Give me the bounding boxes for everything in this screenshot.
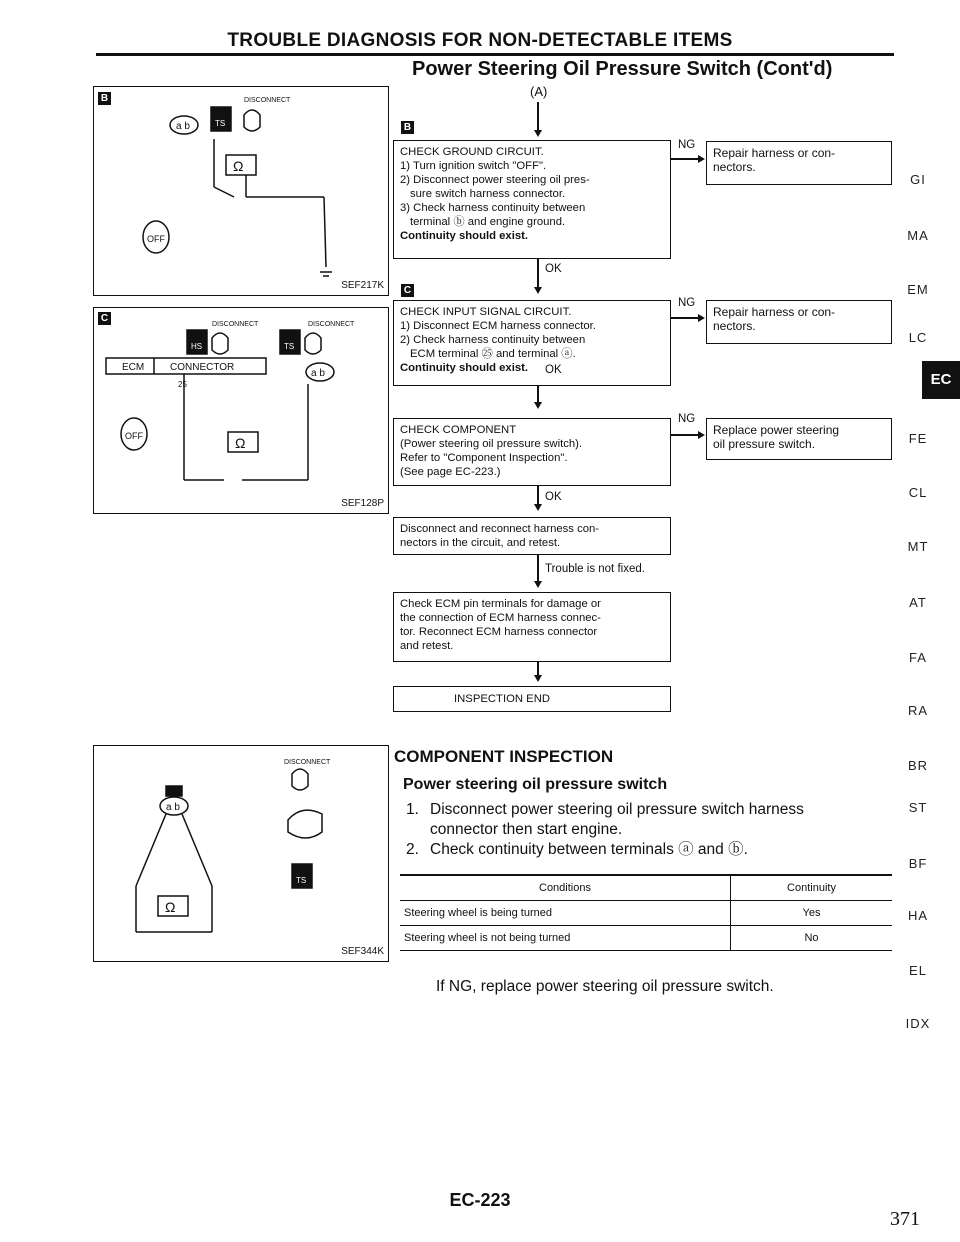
figure-k-ohm: Ω xyxy=(165,899,176,915)
figure-c-disconnect-2: DISCONNECT xyxy=(308,321,355,328)
figure-c-ts: TS xyxy=(284,342,295,351)
sidebar-item-st[interactable]: ST xyxy=(908,800,928,815)
title-rule xyxy=(96,53,894,56)
figure-c-ecm: ECM xyxy=(122,362,145,373)
flow-ng-box-1: Repair harness or con- nectors. xyxy=(706,141,892,185)
flow-ok-label-2: OK xyxy=(545,364,562,376)
component-step-2: 2. Check continuity between terminals ⓐ and ⓑ. xyxy=(406,841,748,858)
sidebar-item-ma[interactable]: MA xyxy=(907,228,929,243)
figure-c-disconnect-1: DISCONNECT xyxy=(212,321,259,328)
flow-arrow xyxy=(534,402,542,409)
table-header: Conditions xyxy=(400,875,731,901)
sidebar-item-fa[interactable]: FA xyxy=(909,650,927,665)
sidebar-item-gi[interactable]: GI xyxy=(910,172,926,187)
table-cell: No xyxy=(804,932,819,944)
component-note: If NG, replace power steering oil pressure switch. xyxy=(436,978,774,995)
sidebar-item-cl[interactable]: CL xyxy=(908,485,928,500)
flow-ng-label-2: NG xyxy=(678,297,696,309)
flow-connector xyxy=(537,555,539,581)
sidebar-item-em[interactable]: EM xyxy=(907,282,929,297)
sidebar-item-at[interactable]: AT xyxy=(909,595,927,610)
figure-c-pin: 25 xyxy=(178,380,187,389)
flow-ng-line-2 xyxy=(671,317,699,319)
sidebar-item-br[interactable]: BR xyxy=(907,758,929,773)
flow-ng-arrow-3 xyxy=(698,431,705,439)
flow-marker-b: B xyxy=(401,121,414,134)
page-code: EC-223 xyxy=(449,1190,511,1210)
sidebar-item-ha[interactable]: HA xyxy=(907,908,929,923)
figure-c-code: SEF128P xyxy=(341,498,384,509)
figure-c-marker: C xyxy=(98,312,111,325)
sidebar-item-idx[interactable]: IDX xyxy=(905,1016,931,1031)
flow-ng-arrow-2 xyxy=(698,314,705,322)
flow-ng-label-1: NG xyxy=(678,139,696,151)
flow-ok-label-1: OK xyxy=(545,263,562,275)
flow-arrow xyxy=(534,130,542,137)
page-subtitle: Power Steering Oil Pressure Switch (Cont'd) xyxy=(412,58,833,80)
flow-ng-box-3: Replace power steering oil pressure switch. xyxy=(706,418,892,460)
component-heading: COMPONENT INSPECTION xyxy=(394,747,614,766)
flow-marker-c: C xyxy=(401,284,414,297)
flow-box-ground-circuit: CHECK GROUND CIRCUIT. 1) Turn ignition switch "OFF". 2) Disconnect power steering oil pres- sure switch harness connector. 3) Check harness continuity between terminal ⓑ and engine ground. Continuity should exist. xyxy=(393,140,671,259)
flow-box-reconnect: Disconnect and reconnect harness con- nectors in the circuit, and retest. xyxy=(393,517,671,555)
flow-ng-line-1 xyxy=(671,158,699,160)
figure-b-off: OFF xyxy=(147,234,165,244)
conditions-table xyxy=(400,874,892,951)
flow-connector xyxy=(537,259,539,287)
figure-b-ohm: Ω xyxy=(233,158,244,174)
sidebar-item-mt[interactable]: MT xyxy=(907,539,929,554)
figure-b-disconnect: DISCONNECT xyxy=(244,97,291,104)
figure-b-diagram xyxy=(94,87,388,295)
flow-ok-label-3: OK xyxy=(545,491,562,503)
flow-arrow xyxy=(534,581,542,588)
sidebar-item-el[interactable]: EL xyxy=(909,963,927,978)
figure-k-ab: a b xyxy=(166,802,180,813)
figure-c-off: OFF xyxy=(125,431,143,441)
figure-b-marker: B xyxy=(98,92,111,105)
flow-box-check-ecm: Check ECM pin terminals for damage or the connection of ECM harness connec- tor. Reconnect ECM harness connector and retest. xyxy=(393,592,671,662)
component-subheading: Power steering oil pressure switch xyxy=(403,776,668,793)
flow-box-end: INSPECTION END xyxy=(393,686,671,712)
figure-c xyxy=(93,307,389,514)
figure-c-diagram xyxy=(94,308,388,513)
flow-ng-arrow-1 xyxy=(698,155,705,163)
flow-box-component: CHECK COMPONENT (Power steering oil pressure switch). Refer to "Component Inspection". (See page EC-223.) xyxy=(393,418,671,486)
flow-connector xyxy=(537,486,539,506)
table-cell: Steering wheel is being turned xyxy=(400,901,731,926)
flow-ng-label-3: NG xyxy=(678,413,696,425)
table-cell: Yes xyxy=(802,907,821,919)
table-header: Continuity xyxy=(787,882,836,894)
sidebar-item-bf[interactable]: BF xyxy=(908,856,928,871)
flow-ng-line-3 xyxy=(671,434,699,436)
figure-k-disconnect: DISCONNECT xyxy=(284,759,331,766)
page-number: 371 xyxy=(890,1208,920,1230)
flow-ng-box-2: Repair harness or con- nectors. xyxy=(706,300,892,344)
figure-c-hs: HS xyxy=(191,342,203,351)
flow-box-input-signal: CHECK INPUT SIGNAL CIRCUIT. 1) Disconnect ECM harness connector. 2) Check harness continuity between ECM terminal ㉕ and terminal ⓐ. Continuity should exist. xyxy=(393,300,671,386)
figure-b-ab: a b xyxy=(176,121,190,132)
sidebar-item-lc[interactable]: LC xyxy=(908,330,928,345)
flow-arrow xyxy=(534,504,542,511)
sidebar-item-fe[interactable]: FE xyxy=(908,431,928,446)
flow-arrow xyxy=(534,675,542,682)
flow-arrow xyxy=(534,287,542,294)
figure-c-ohm: Ω xyxy=(235,435,246,451)
figure-k-code: SEF344K xyxy=(341,946,384,957)
flow-start-marker: (A) xyxy=(530,84,548,99)
figure-c-ab: a b xyxy=(311,368,325,379)
flow-not-fixed-label: Trouble is not fixed. xyxy=(545,563,645,575)
figure-k-diagram xyxy=(94,746,388,961)
flow-connector xyxy=(537,102,539,130)
sidebar-item-ec[interactable]: EC xyxy=(922,361,960,399)
figure-k-ts: TS xyxy=(296,876,307,885)
figure-k xyxy=(93,745,389,962)
figure-c-connector: CONNECTOR xyxy=(170,362,235,373)
table-cell: Steering wheel is not being turned xyxy=(400,926,731,951)
page-title: TROUBLE DIAGNOSIS FOR NON-DETECTABLE ITEMS xyxy=(227,30,733,51)
sidebar-item-ra[interactable]: RA xyxy=(907,703,929,718)
figure-b xyxy=(93,86,389,296)
figure-b-ts: TS xyxy=(215,119,226,128)
figure-b-code: SEF217K xyxy=(341,280,384,291)
component-step-1: 1. Disconnect power steering oil pressure switch harness connector then start engine. xyxy=(406,801,804,838)
